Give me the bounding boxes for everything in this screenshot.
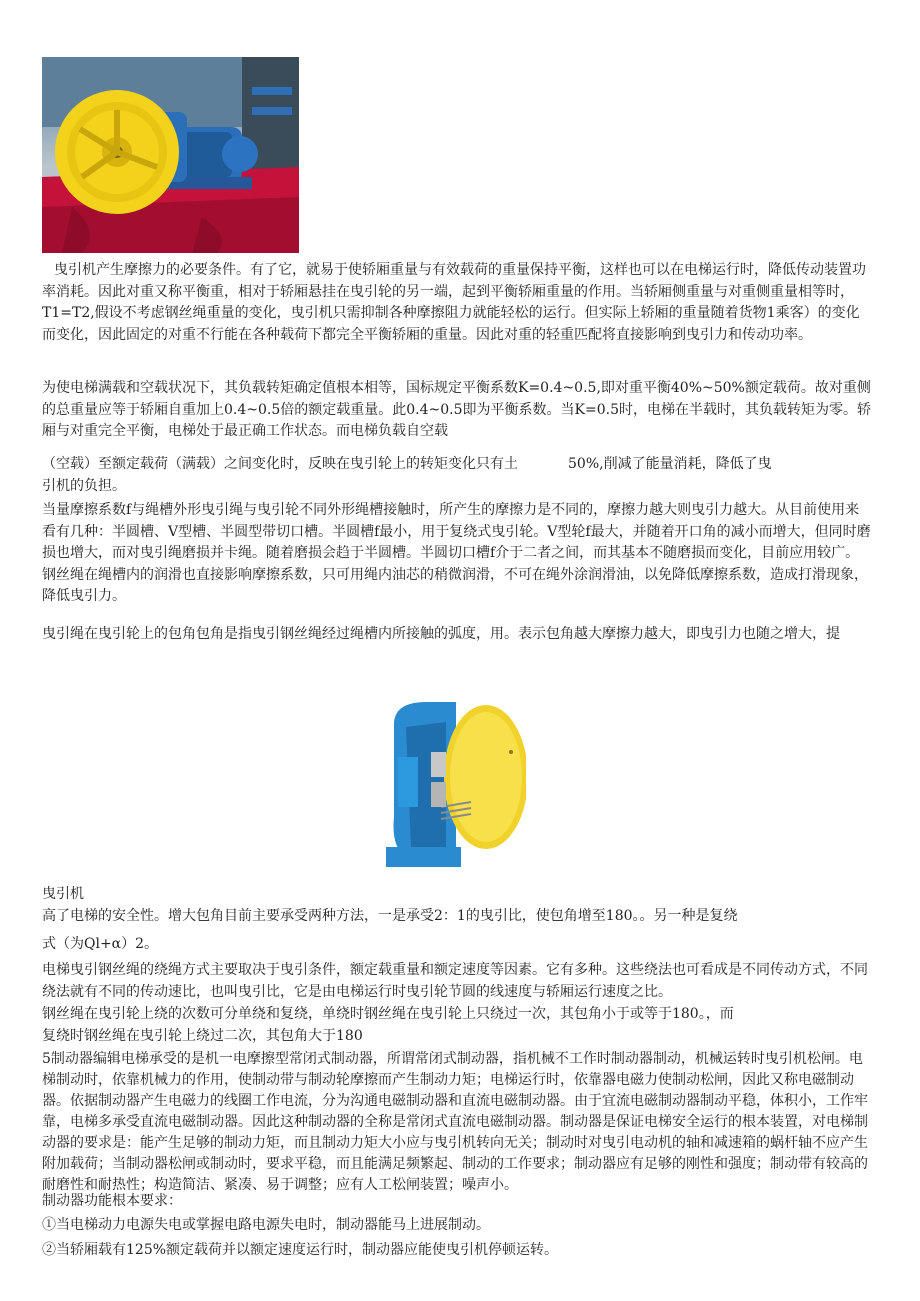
paragraph-5: 曳引绳在曳引轮上的包角包角是指曳引钢丝绳经过绳槽内所接触的弧度，用。表示包角越大摩擦力越大，即曳引力也随之增大，提 (42, 626, 840, 642)
paragraph-12: ①当电梯动力电源失电或掌握电路电源失电时，制动器能马上进展制动。 (42, 1217, 490, 1233)
paragraph-3 (42, 454, 872, 497)
traction-machine-photo (42, 57, 299, 253)
paragraph-1: 曳引机产生摩擦力的必要条件。有了它，就易于使轿厢重量与有效载荷的重量保持平衡，这样也可以在电梯运行时，降低传动装置功率消耗。因此对重又称平衡重，相对于轿厢悬挂在曳引轮的另一端，起到平衡轿厢重量的作用。当轿厢侧重量与对重侧重量相等时，T1=T2,假设不考虑钢丝绳重量的变化，曳引机只需抑制各种摩擦阻力就能轻松的运行。但实际上轿厢的重量随着货物1乘客）的变化而变化，因此固定的对重不行能在各种载荷下都完全平衡轿厢的重量。因此对重的轻重匹配将直接影响到曳引力和传动功率。 (42, 262, 866, 343)
paragraph-3-part-b: 50%,削减了能量消耗，降低了曳 (568, 456, 772, 472)
paragraph-9 (42, 1004, 872, 1047)
paragraph-2: 为使电梯满载和空载状况下，其负载转矩确定值根本相等，国标规定平衡系数K=0.4~0.5,即对重平衡40%~50%额定载荷。故对重侧的总重量应等于轿厢自重加上0.4~0.5倍的额定载重量。此0.4~0.5即为平衡系数。当K=0.5时，电梯在半载时，其负载转矩为零。轿厢与对重完全平衡，电梯处于最正确工作状态。而电梯负载自空载 (42, 380, 871, 439)
paragraph-6: 高了电梯的安全性。增大包角目前主要承受两种方法，一是承受2：1的曳引比，使包角增至180。。另一种是复绕 (42, 908, 738, 924)
paragraph-10: 5制动器编辑电梯承受的是机一电摩擦型常闭式制动器，所谓常闭式制动器，指机械不工作时制动器制动，机械运转时曳引机松闸。电梯制动时，依靠机械力的作用，使制动带与制动轮摩擦而产生制动力矩；电梯运行时，依靠器电磁力使制动松闸，因此又称电磁制动器。依据制动器产生电磁力的线圈工作电流，分为沟通电磁制动器和直流电磁制动器。由于宜流电磁制动器制动平稳，体积小，工作牢靠，电梯多承受直流电磁制动器。因此这种制动器的全称是常闭式直流电磁制动器。制动器是保证电梯安全运行的根本装置，对电梯制动器的要求是：能产生足够的制动力矩，而且制动力矩大小应与曳引机转向无关；制动时对曳引电动机的轴和减速箱的蜗杆轴不应产生附加载荷；当制动器松闸或制动时，要求平稳，而且能满足频繁起、制动的工作要求；制动器应有足够的刚性和强度；制动带有较高的耐磨性和耐热性；构造简洁、紧凑、易于调整；应有人工松闸装置；噪声小。 (42, 1051, 868, 1193)
paragraph-11: 制动器功能根本要求： (42, 1193, 182, 1209)
paragraph-3-part-c: 引机的负担。 (42, 477, 126, 494)
gearless-machine-illustration (386, 697, 526, 867)
paragraph-13: ②当轿厢载有125%额定载荷并以额定速度运行时，制动器应能使曳引机停顿运转。 (42, 1242, 559, 1258)
traction-machine-illustration (42, 57, 299, 253)
paragraph-9-part-b: 复绕时钢丝绳在曳引轮上绕过二次，其包角大于180 (42, 1027, 363, 1044)
paragraph-3-part-a: （空载）至额定载荷（满载）之间变化时，反映在曳引轮上的转矩变化只有土 (42, 456, 518, 472)
paragraph-7: 式（为Ql+α）2。 (42, 936, 159, 952)
paragraph-8: 电梯曳引钢丝绳的绕绳方式主要取决于曳引条件，额定载重量和额定速度等因素。它有多种。这些绕法也可看成是不同传动方式，不同绕法就有不同的传动速比，也叫曳引比，它是由电梯运行时曳引轮节圆的线速度与轿厢运行速度之比。 (42, 962, 868, 1000)
gearless-traction-machine-photo (386, 697, 526, 867)
figure-caption: 曳引机 (42, 886, 84, 902)
paragraph-4: 当量摩擦系数f与绳槽外形曳引绳与曳引轮不同外形绳槽接触时，所产生的摩擦力是不同的，摩擦力越大则曳引力越大。从目前使用来看有几种：半圆槽、V型槽、半圆型带切口槽。半圆槽f最小，用于复绕式曳引轮。V型轮f最大，并随着开口角的减小而增大，但同时磨损也增大，而对曳引绳磨损并卡绳。随着磨损会趋于半圆槽。半圆切口槽f介于二者之间，而其基本不随磨损而变化，目前应用较广。钢丝绳在绳槽内的润滑也直接影响摩擦系数，只可用绳内油芯的稍微润滑，不可在绳外涂润滑油，以免降低摩擦系数，造成打滑现象，降低曳引力。 (42, 502, 871, 604)
paragraph-9-part-a: 钢丝绳在曳引轮上绕的次数可分单绕和复绕，单绕时钢丝绳在曳引轮上只绕过一次，其包角小于或等于180。，而 (42, 1006, 734, 1022)
